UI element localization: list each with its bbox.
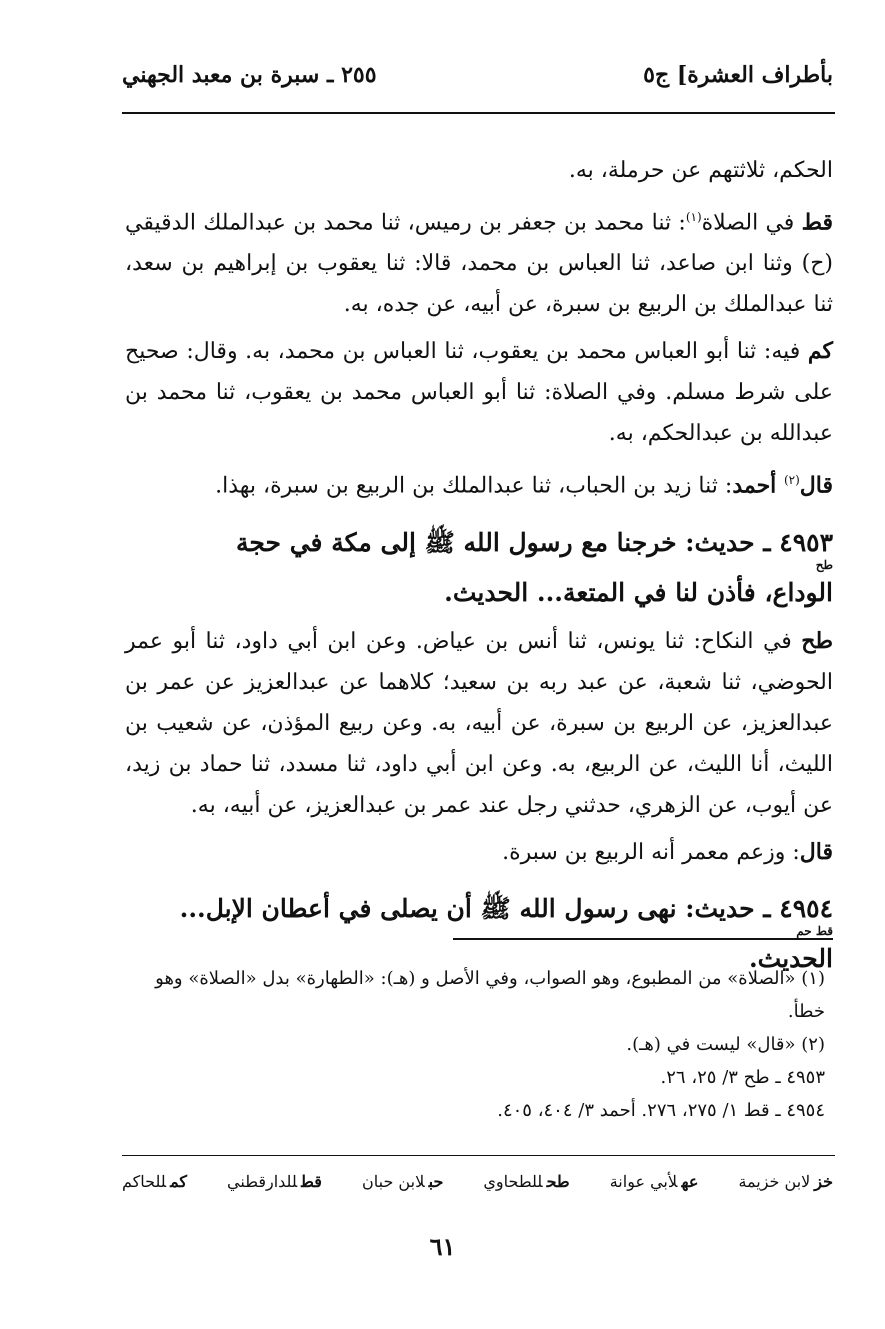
hadith-heading: ٤٩٥٣ ـ حديث: خرجنا مع رسول الله ﷺ إلى مكة في حجة — [236, 527, 833, 557]
header-section-title: ٢٥٥ ـ سبرة بن معبد الجهني — [122, 62, 377, 88]
legend-abbr: قط — [301, 1172, 322, 1191]
legend-item — [738, 1172, 833, 1191]
footnote-ref-2[interactable]: (٢) — [783, 473, 800, 488]
footnote-1: (١) «الصلاة» من المطبوع، وهو الصواب، وفي الأصل و (هـ): «الطهارة» بدل «الصلاة» وهو خطأ. — [155, 968, 825, 1022]
legend-abbr: كم — [170, 1172, 187, 1191]
legend-abbr: حب — [428, 1172, 444, 1191]
abbreviation-legend — [122, 1172, 833, 1191]
header-book-ref: بأطراف العشرة] ج٥ — [643, 62, 833, 88]
legend-abbr: طح — [546, 1172, 570, 1191]
legend-name: لابن حبان — [362, 1172, 425, 1191]
hadith-4953 — [125, 521, 833, 615]
text-segment: : ثنا محمد بن جعفر بن رميس، ثنا محمد بن عبدالملك الدقيقي (ح) وثنا ابن صاعد، ثنا العباس بن محمد، قالا: ثنا يعقوب بن إبراهيم بن سعد، ثنا عبدالملك بن الربيع بن سبرة، عن أبيه، عن جده، به. — [125, 210, 833, 318]
legend-item — [610, 1172, 699, 1191]
footnote-3: ٤٩٥٣ ـ طح ٣/ ٢٥، ٢٦. — [660, 1067, 825, 1088]
running-header — [122, 62, 833, 98]
page-number: ٦١ — [429, 1232, 456, 1261]
footnotes — [125, 962, 825, 1127]
source-abbr: قط — [801, 209, 833, 236]
paragraph-5 — [125, 621, 833, 826]
legend-name: للحاكم — [122, 1172, 167, 1191]
legend-item — [227, 1172, 322, 1191]
hadith-heading-cont: الحديث. — [748, 943, 833, 973]
footnote-2: (٢) «قال» ليست في (هـ). — [626, 1034, 825, 1055]
footnote-4: ٤٩٥٤ ـ قط ١/ ٢٧٥، ٢٧٦. أحمد ٣/ ٤٠٤، ٤٠٥. — [497, 1100, 825, 1121]
source-mark: قط حم — [796, 923, 833, 938]
legend-item — [122, 1172, 187, 1191]
source-abbr: أحمد — [732, 472, 784, 499]
text-segment: : وزعم معمر أنه الربيع بن سبرة. — [502, 839, 800, 865]
source-abbr: قال — [799, 838, 833, 865]
legend-name: للطحاوي — [483, 1172, 543, 1191]
paragraph-6 — [125, 832, 833, 873]
text-segment: في الصلاة — [701, 210, 802, 236]
hadith-heading: ٤٩٥٤ ـ حديث: نهى رسول الله ﷺ أن يصلى في أعطان الإبل... — [179, 893, 833, 923]
legend-item — [362, 1172, 443, 1191]
legend-name: لأبي عوانة — [609, 1172, 678, 1191]
text-segment: في النكاح: ثنا يونس، ثنا أنس بن عياض. وعن ابن أبي داود، ثنا أبو عمر الحوضي، ثنا شعبة، عن عبد ربه بن سعيد؛ كلاهما عن عبدالعزيز عن عمر بن عبدالعزيز، عن الربيع بن سبرة، عن أبيه، به. وعن ربيع المؤذن، عن شعيب بن الليث، أنا الليث، عن الربيع، به. وعن ابن أبي داود، ثنا مسدد، ثنا حماد بن زيد، عن أيوب، عن الزهري، حدثني رجل عند عمر بن عبدالعزيز، عن أبيه، به. — [125, 628, 833, 818]
source-abbr: كم — [807, 338, 833, 365]
paragraph-2 — [125, 197, 833, 325]
legend-item — [483, 1172, 569, 1191]
footnote-rule — [453, 938, 833, 940]
legend-name: للدارقطني — [227, 1172, 298, 1191]
text-segment: فيه: ثنا أبو العباس محمد بن يعقوب، ثنا العباس بن محمد، به. وقال: صحيح على شرط مسلم. وفي الصلاة: ثنا أبو العباس محمد بن يعقوب، ثنا محمد بن عبدالله بن عبدالحكم، به. — [125, 339, 833, 447]
paragraph-4 — [125, 460, 833, 506]
source-mark: طح — [815, 557, 833, 572]
legend-name: لابن خزيمة — [738, 1172, 811, 1191]
legend-rule — [122, 1155, 835, 1156]
legend-abbr: عه — [681, 1172, 699, 1191]
source-abbr: طح — [801, 627, 833, 654]
footnote-ref-1[interactable]: (١) — [685, 210, 702, 224]
paragraph-3 — [125, 331, 833, 454]
paragraph-1: الحكم، ثلاثتهم عن حرملة، به. — [568, 158, 833, 183]
main-text — [125, 150, 833, 987]
legend-abbr: خز — [814, 1172, 833, 1191]
source-abbr: قال — [799, 472, 833, 499]
hadith-heading-cont: الوداع، فأذن لنا في المتعة... الحديث. — [444, 577, 833, 607]
header-rule — [122, 112, 835, 114]
text-segment: : ثنا زيد بن الحباب، ثنا عبدالملك بن الربيع بن سبرة، بهذا. — [215, 473, 733, 499]
